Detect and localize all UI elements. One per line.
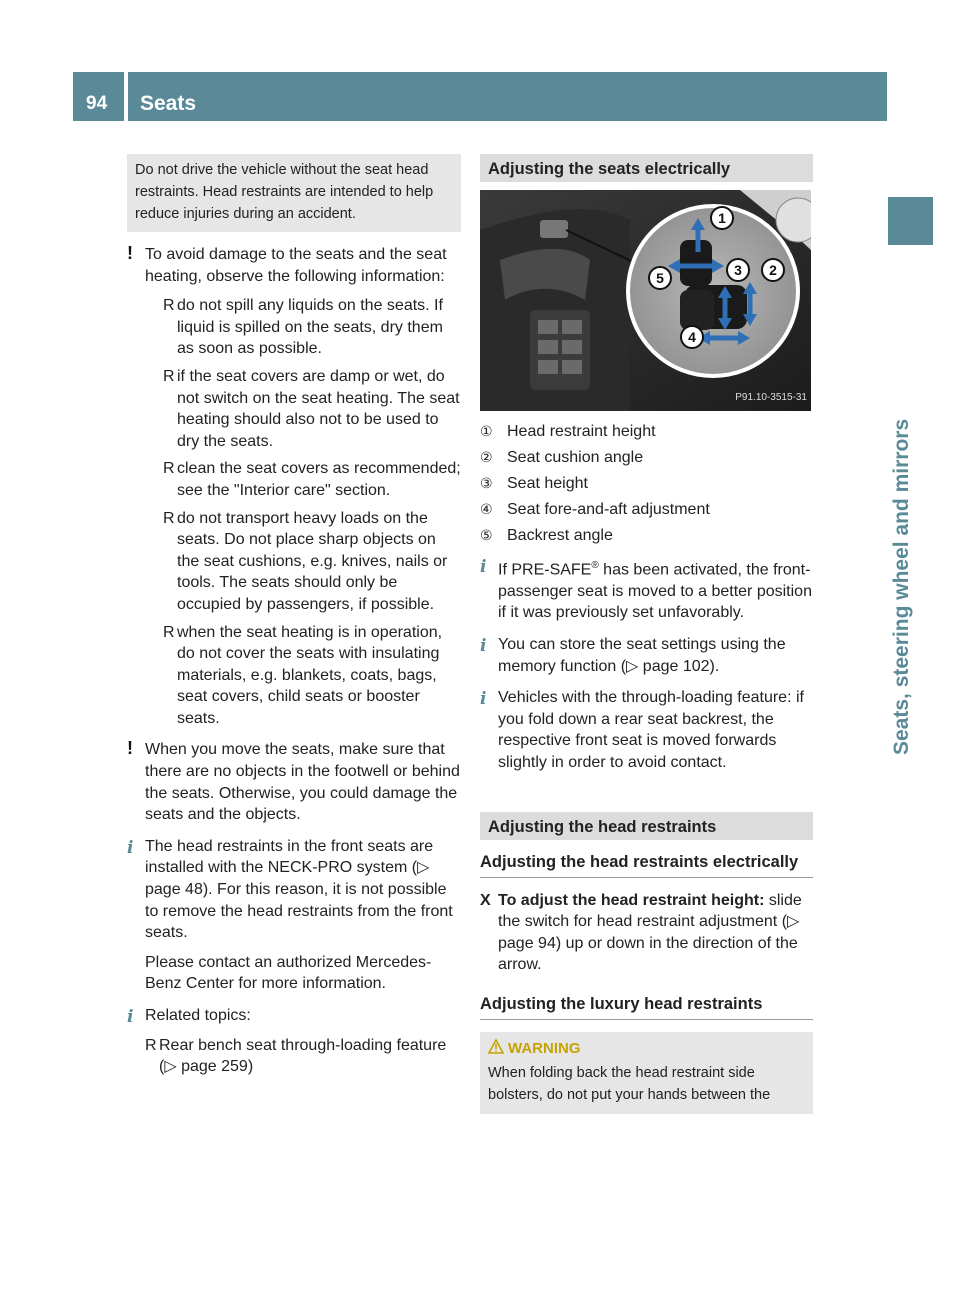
info-icon: i [127,1007,134,1027]
page-number-box [73,72,124,121]
list-item: R clean the seat covers as recommended; see the "Interior care" section. [163,460,461,499]
list-item: R do not spill any liquids on the seats. If liquid is spilled on the seats, dry them as soon as possible. [163,297,443,358]
seat-switch-illustration [480,190,811,411]
exclamation-icon: ! [127,738,133,759]
side-tab [888,197,933,245]
instruction-step: X To adjust the head restraint height: slide the switch for head restraint adjustment (▷ page 94) up or down in the direction of the arrow. [480,891,802,974]
list-item: R when the seat heating is in operation, do not cover the seats with insulating materials, e.g. blankets, coats, bags, seat covers, child seats or booster seats. [163,623,443,727]
chapter-title-box [128,72,887,121]
related-topics-list [145,1035,461,1078]
side-chapter-label: Seats, steering wheel and mirrors [890,418,913,755]
info-through-loading: i Vehicles with the through-loading feature: if you fold down a rear seat backrest, the respective front seat is moved forwards slightly in order to avoid contact. [480,689,804,772]
seat-switch-figure [480,190,811,411]
bullet-icon: R [163,509,175,527]
figure-id: P91.10-3515-31 [735,392,807,404]
damage-note-text: To avoid damage to the seats and the seat heating, observe the following information: [145,246,447,285]
info-memory: i You can store the seat settings using the memory function (▷ page 102). [480,636,786,675]
bullet-icon: R [145,1036,157,1054]
subheading-luxury: Adjusting the luxury head restraints [480,994,813,1020]
bullet-icon: R [163,460,175,478]
info-related [127,1005,461,1078]
callout-3: 3 [734,262,742,278]
callout-1: 1 [718,210,726,226]
legend-item: ① Head restraint height [480,423,656,440]
figure-legend [480,421,813,547]
info-pre-safe: i If PRE-SAFE® has been activated, the front-passenger seat is moved to a better position if it was previously set unfavorably. [480,556,812,622]
bullet-icon: R [163,367,175,385]
chapter-title: Seats [140,92,197,115]
right-column [480,154,813,1114]
legend-item: ④ Seat fore-and-aft adjustment [480,501,710,519]
exclamation-icon: ! [127,243,133,263]
legend-item: ③ Seat height [480,475,588,493]
side-label-wrap [890,255,932,755]
step-marker: X [480,891,491,909]
info-icon: i [480,556,487,577]
warning-heading: WARNING [488,1038,805,1060]
info-neck-pro [127,836,461,995]
info-contact-text: Please contact an authorized Mercedes-Benz Center for more information. [145,953,432,993]
info-icon: i [480,689,487,710]
left-column [127,154,461,1088]
warning-text: When folding back the head restraint side bolsters, do not put your hands between the [488,1065,771,1104]
list-item: R Rear bench seat through-loading feature (▷ page 259) [145,1036,447,1076]
move-note-text: When you move the seats, make sure that there are no objects in the footwell or behind the seats. Otherwise, you could damage the seats and the objects. [145,741,460,824]
info-icon: i [127,837,134,858]
subheading-electric: Adjusting the head restraints electrically [480,852,813,878]
warning-box [480,1032,813,1114]
related-topics-label: Related topics: [145,1007,251,1024]
legend-item: ② Seat cushion angle [480,449,644,467]
head-restraint-notice: Do not drive the vehicle without the seat head restraints. Head restraints are intended to help reduce injuries during an accident. [127,154,461,232]
section-title-head-restraints: Adjusting the head restraints [480,812,813,840]
warning-triangle-icon [488,1039,504,1054]
callout-4: 4 [688,329,696,345]
info-neck-pro-text: The head restraints in the front seats are installed with the NECK-PRO system (▷ page 48). For this reason, it is not possible to remove the head restraints from the front seats. [145,837,453,942]
page-header [73,72,887,121]
info-icon: i [480,636,487,657]
list-item: R do not transport heavy loads on the seats. Do not place sharp objects on the seat cushions, e.g. knives, nails or tools. The seats should only be occupied by passengers, if possible. [163,509,448,613]
page-number: 94 [86,93,108,114]
damage-note-move [127,739,461,825]
list-item: R if the seat covers are damp or wet, do not switch on the seat heating. The seat heating should also not to be used to dry the seats. [163,367,460,450]
bullet-icon: R [163,623,175,641]
damage-note-list [145,295,461,729]
callout-5: 5 [656,270,664,286]
callout-2: 2 [769,262,777,278]
bullet-icon: R [163,297,175,315]
legend-item: ⑤ Backrest angle [480,527,613,545]
damage-note-seats [127,244,461,729]
section-title-seats: Adjusting the seats electrically [480,154,813,182]
